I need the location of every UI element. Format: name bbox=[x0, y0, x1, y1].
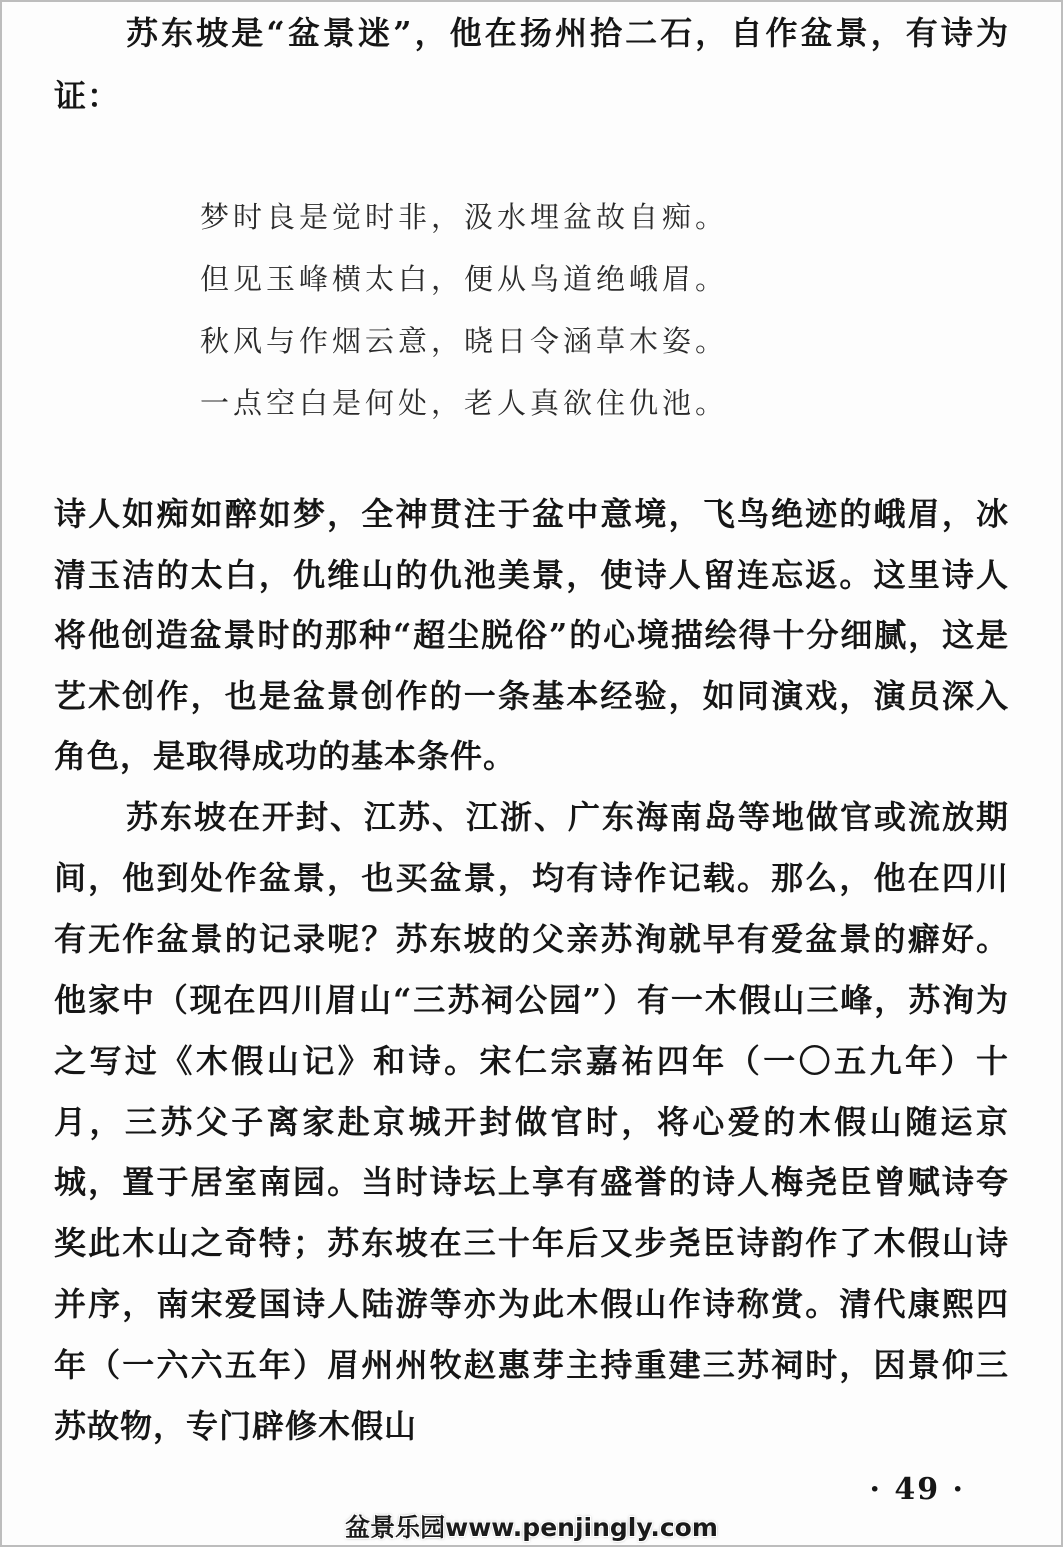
watermark: 盆景乐园www.penjingly.com bbox=[345, 1513, 718, 1542]
page-number: · 49 · bbox=[869, 1472, 965, 1507]
poem-block bbox=[200, 186, 820, 434]
intro-paragraph: 苏东坡是“盆景迷”，他在扬州拾二石，自作盆景，有诗为证： bbox=[54, 14, 1009, 115]
history-paragraph: 苏东坡在开封、江苏、江浙、广东海南岛等地做官或流放期间，他到处作盆景，也买盆景，均有诗作记载。那么，他在四川有无作盆景的记录呢？苏东坡的父亲苏洵就早有爱盆景的癖好。他家中（现在四川眉山“三苏祠公园”）有一木假山三峰，苏洵为之写过《木假山记》和诗。宋仁宗嘉祐四年（一〇五九年）十月，三苏父子离家赴京城开封做官时，将心爱的木假山随运京城，置于居室南园。当时诗坛上享有盛誉的诗人梅尧臣曾赋诗夸奖此木山之奇特；苏东坡在三十年后又步尧臣诗韵作了木假山诗并序，南宋爱国诗人陆游等亦为此木假山作诗称赏。清代康熙四年（一六六五年）眉州州牧赵惠芽主持重建三苏祠时，因景仰三苏故物，专门辟修木假山 bbox=[54, 798, 1009, 1446]
poem-line-1: 梦时良是觉时非，汲水埋盆故自痴。 bbox=[200, 200, 729, 234]
poem-line-2: 但见玉峰横太白，便从鸟道绝峨眉。 bbox=[200, 262, 729, 296]
reflection-paragraph: 诗人如痴如醉如梦，全神贯注于盆中意境，飞鸟绝迹的峨眉，冰清玉洁的太白，仇维山的仇池美景，使诗人留连忘返。这里诗人将他创造盆景时的那种“超尘脱俗”的心境描绘得十分细腻，这是艺术创作，也是盆景创作的一条基本经验，如同演戏，演员深入角色，是取得成功的基本条件。 bbox=[54, 495, 1009, 776]
poem-line-4: 一点空白是何处，老人真欲住仇池。 bbox=[200, 386, 729, 420]
poem-line-3: 秋风与作烟云意，晓日令涵草木姿。 bbox=[200, 324, 729, 358]
